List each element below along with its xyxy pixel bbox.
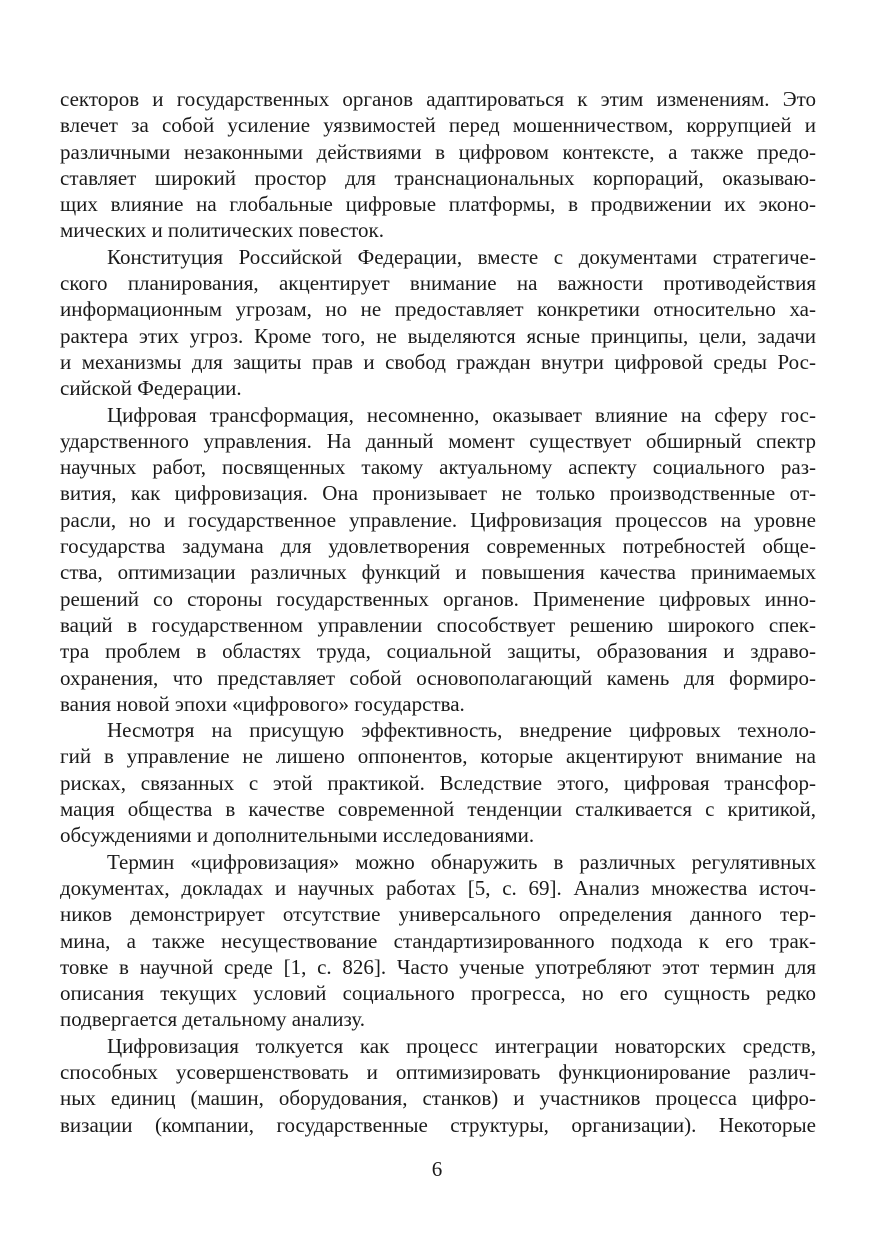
text-line: различными незаконными действиями в цифровом контексте, а также предо- bbox=[60, 139, 816, 164]
text-line: научных работ, посвященных такому актуальному аспекту социального раз- bbox=[60, 455, 816, 480]
text-line: рисках, связанных с этой практикой. Вследствие этого, цифровая трансфор- bbox=[60, 770, 816, 795]
text-line: влечет за собой усиление уязвимостей перед мошенничеством, коррупцией и bbox=[60, 113, 816, 138]
text-line: мина, а также несуществование стандартизированного подхода к его трак- bbox=[60, 928, 816, 953]
text-line: способных усовершенствовать и оптимизировать функционирование различ- bbox=[60, 1059, 816, 1084]
text-line: ударственного управления. На данный момент существует обширный спектр bbox=[60, 428, 816, 453]
text-line: рактера этих угроз. Кроме того, не выделяются ясные принципы, цели, задачи bbox=[60, 323, 816, 348]
text-line: ных единиц (машин, оборудования, станков) и участников процесса цифро- bbox=[60, 1086, 816, 1111]
text-line: секторов и государственных органов адаптироваться к этим изменениям. Это bbox=[60, 87, 816, 111]
text-line: Термин «цифровизация» можно обнаружить в различных регулятивных bbox=[107, 849, 816, 874]
text-line: мация общества в качестве современной тенденции сталкивается с критикой, bbox=[60, 797, 816, 822]
text-line: расли, но и государственное управление. Цифровизация процессов на уровне bbox=[60, 507, 816, 532]
text-line: тра проблем в областях труда, социальной защиты, образования и здраво- bbox=[60, 639, 816, 664]
text-line: решений со стороны государственных органов. Применение цифровых инно- bbox=[60, 586, 816, 611]
document-body bbox=[60, 86, 816, 1138]
text-line: государства задумана для удовлетворения современных потребностей обще- bbox=[60, 534, 816, 559]
text-line: щих влияние на глобальные цифровые платформы, в продвижении их эконо- bbox=[60, 192, 816, 217]
text-line: ского планирования, акцентирует внимание на важности противодействия bbox=[60, 271, 816, 296]
text-line: Несмотря на присущую эффективность, внедрение цифровых техноло- bbox=[107, 718, 816, 743]
paragraph bbox=[60, 244, 816, 402]
text-line: охранения, что представляет собой основополагающий камень для формиро- bbox=[60, 665, 816, 690]
text-line: Конституция Российской Федерации, вместе с документами стратегиче- bbox=[107, 244, 816, 269]
paragraph bbox=[60, 717, 816, 848]
paragraph bbox=[60, 402, 816, 718]
text-line: ников демонстрирует отсутствие универсального определения данного тер- bbox=[60, 902, 816, 927]
paragraph bbox=[60, 1033, 816, 1138]
text-line: ставляет широкий простор для транснациональных корпораций, оказываю- bbox=[60, 165, 816, 190]
text-line: Цифровизация толкуется как процесс интеграции новаторских средств, bbox=[107, 1033, 816, 1058]
text-line: подвергается детальному анализу. bbox=[60, 1007, 366, 1032]
text-line: сийской Федерации. bbox=[60, 376, 242, 401]
text-line: вития, как цифровизация. Она пронизывает не только производственные от- bbox=[60, 481, 816, 506]
text-line: ваций в государственном управлении способствует решению широкого спек- bbox=[60, 612, 816, 637]
paragraph bbox=[60, 849, 816, 1033]
text-line: Цифровая трансформация, несомненно, оказывает влияние на сферу гос- bbox=[107, 402, 816, 427]
text-line: информационным угрозам, но не предоставляет конкретики относительно ха- bbox=[60, 297, 816, 322]
text-line: гий в управление не лишено оппонентов, которые акцентируют внимание на bbox=[60, 744, 816, 769]
text-line: документах, докладах и научных работах [5, с. 69]. Анализ множества источ- bbox=[60, 875, 816, 900]
text-line: ства, оптимизации различных функций и повышения качества принимаемых bbox=[60, 560, 816, 585]
text-line: визации (компании, государственные структуры, организации). Некоторые bbox=[60, 1112, 816, 1137]
text-line: мических и политических повесток. bbox=[60, 218, 384, 243]
text-line: товке в научной среде [1, с. 826]. Часто ученые употребляют этот термин для bbox=[60, 954, 816, 979]
page-number: 6 bbox=[431, 1157, 443, 1181]
text-line: и механизмы для защиты прав и свобод граждан внутри цифровой среды Рос- bbox=[60, 349, 816, 374]
text-line: описания текущих условий социального прогресса, но его сущность редко bbox=[60, 981, 816, 1006]
paragraph bbox=[60, 86, 816, 244]
text-line: вания новой эпохи «цифрового» государства. bbox=[60, 691, 465, 716]
text-line: обсуждениями и дополнительными исследованиями. bbox=[60, 823, 535, 848]
